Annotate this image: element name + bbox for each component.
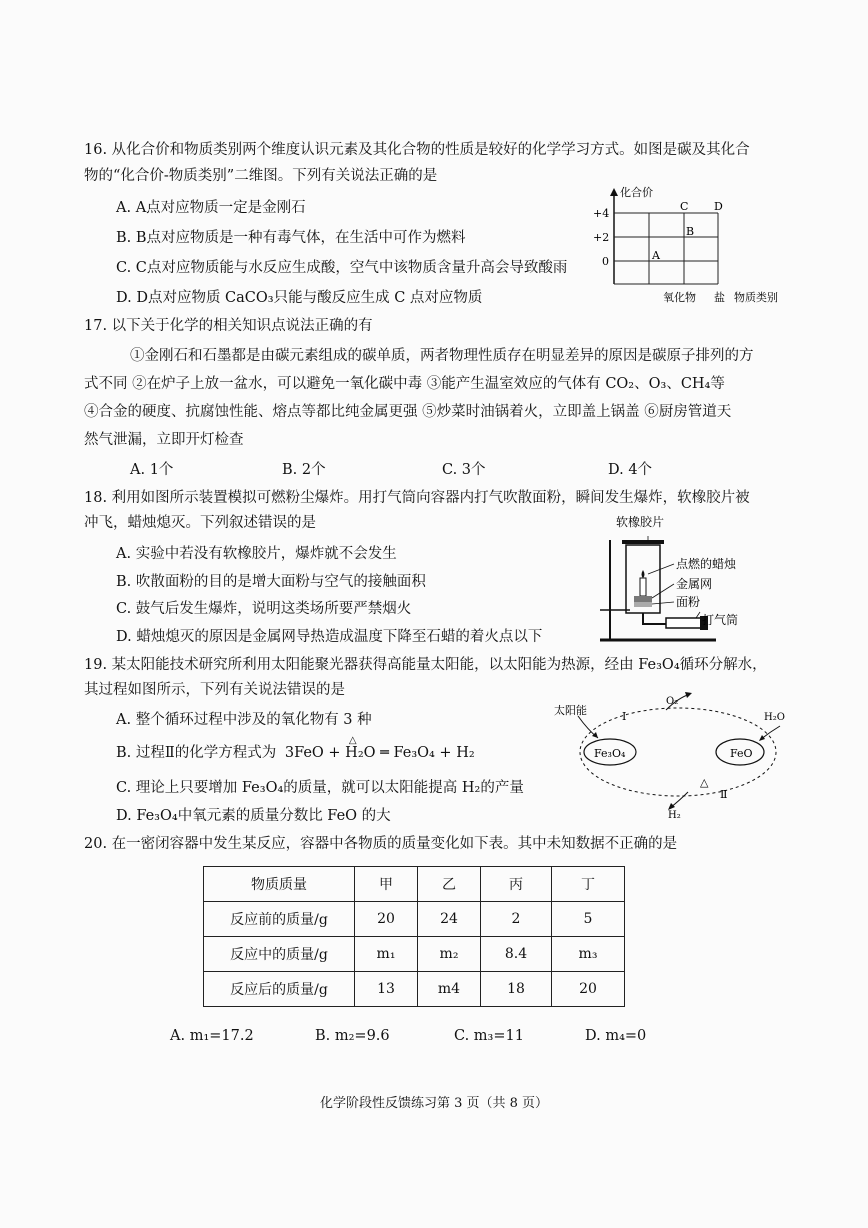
q16-stem-line2: 物的“化合价-物质类别”二维图。下列有关说法正确的是: [84, 168, 438, 184]
q19-stem-line2: 其过程如图所示，下列有关说法错误的是: [84, 682, 345, 698]
q16-stem-line1: 16. 从化合价和物质类别两个维度认识元素及其化合物的性质是较好的化学学习方式。如图是碳及其化合: [84, 142, 750, 158]
q18-option-c: C. 鼓气后发生爆炸，说明这类场所要严禁烟火: [116, 601, 412, 617]
table-cell: m₂: [418, 937, 481, 972]
q19-option-d: D. Fe₃O₄中氧元素的质量分数比 FeO 的大: [116, 808, 391, 824]
q20-option-c: C. m₃=11: [454, 1028, 524, 1044]
table-header-cell: 甲: [355, 867, 418, 902]
y-tick-plus2: +2: [593, 231, 610, 244]
label-pump: 打气筒: [702, 613, 739, 627]
point-a-label: A: [652, 249, 660, 262]
table-row: [204, 972, 625, 1007]
q20-mass-table: [203, 866, 625, 1007]
q19-option-b: [116, 735, 475, 762]
q19-equation-text: 3FeO + H₂O ═ Fe₃O₄ + H₂: [284, 745, 475, 761]
table-cell: m₁: [355, 937, 418, 972]
q17-option-b: B. 2个: [282, 462, 326, 478]
label-solar-energy: 太阳能: [554, 704, 587, 717]
q19-stem-line1: 19. 某太阳能技术研究所利用太阳能聚光器获得高能量太阳能，以太阳能为热源，经由 Fe₃O₄循环分解水，: [84, 657, 767, 673]
q19-cycle-diagram: [548, 690, 798, 820]
table-row: [204, 902, 625, 937]
y-axis-label: 化合价: [620, 186, 653, 199]
q17-option-a: A. 1个: [130, 462, 174, 478]
table-cell: 18: [481, 972, 552, 1007]
table-cell: 反应前的质量/g: [204, 902, 355, 937]
table-cell: 2: [481, 902, 552, 937]
q16-option-b: B. B点对应物质是一种有毒气体，在生活中可作为燃料: [116, 230, 466, 246]
table-cell: m4: [418, 972, 481, 1007]
label-mesh: 金属网: [676, 577, 713, 591]
q19-option-b-text: B. 过程Ⅱ的化学方程式为: [116, 745, 277, 761]
table-cell: 5: [552, 902, 625, 937]
q16-option-d: D. D点对应物质 CaCO₃只能与酸反应生成 C 点对应物质: [116, 290, 483, 306]
table-header-cell: 丙: [481, 867, 552, 902]
label-h2: H₂: [668, 810, 681, 820]
table-cell: m₃: [552, 937, 625, 972]
q18-option-d: D. 蜡烛熄灭的原因是金属网导热造成温度下降至石蜡的着火点以下: [116, 629, 543, 645]
table-cell: 20: [355, 902, 418, 937]
candle: [640, 578, 646, 596]
y-tick-0: 0: [602, 255, 609, 268]
q19-equation: [284, 735, 475, 761]
table-cell: 13: [355, 972, 418, 1007]
q19-option-a: A. 整个循环过程中涉及的氧化物有 3 种: [116, 712, 372, 728]
q16-valence-chart: [590, 180, 790, 305]
page-footer: 化学阶段性反馈练习第 3 页（共 8 页）: [319, 1096, 549, 1111]
q20-option-a: A. m₁=17.2: [170, 1028, 254, 1044]
y-tick-plus4: +4: [593, 207, 610, 220]
q17-stem: 17. 以下关于化学的相关知识点说法正确的有: [84, 318, 373, 334]
label-flour: 面粉: [676, 595, 701, 609]
point-c-label: C: [680, 200, 689, 213]
q17-line2: 式不同 ②在炉子上放一盆水，可以避免一氧化碳中毒 ③能产生温室效应的气体有 CO₂、O₃、CH₄等: [84, 376, 725, 392]
table-header-cell: 物质质量: [204, 867, 355, 902]
q18-stem-line1: 18. 利用如图所示装置模拟可燃粉尘爆炸。用打气筒向容器内打气吹散面粉，瞬间发生爆炸，软橡胶片被: [84, 490, 750, 506]
x-tick-oxide: 氧化物: [663, 291, 696, 304]
q17-line4: 然气泄漏，立即开灯检查: [84, 432, 244, 448]
label-rubber-sheet: 软橡胶片: [616, 515, 665, 529]
q20-option-d: D. m₄=0: [585, 1028, 647, 1044]
y-axis-arrow: [610, 188, 618, 196]
metal-mesh: [634, 596, 652, 602]
q18-apparatus-figure: [596, 512, 776, 647]
x-axis-label: 物质类别: [734, 291, 778, 304]
q19-option-c: C. 理论上只要增加 Fe₃O₄的质量，就可以太阳能提高 H₂的产量: [116, 780, 524, 796]
table-row: [204, 937, 625, 972]
table-header-row: [204, 867, 625, 902]
table-cell: 20: [552, 972, 625, 1007]
point-d-label: D: [714, 200, 723, 213]
q20-option-b: B. m₂=9.6: [315, 1028, 390, 1044]
q17-line3: ④合金的硬度、抗腐蚀性能、熔点等都比纯金属更强 ⑤炒菜时油锅着火，立即盖上锅盖 ⑥厨房管道天: [84, 404, 732, 420]
q17-line1: ①金刚石和石墨都是由碳元素组成的碳单质，两者物理性质存在明显差异的原因是碳原子排列的方: [130, 348, 754, 364]
point-b-label: B: [686, 225, 695, 238]
table-cell: 反应后的质量/g: [204, 972, 355, 1007]
q18-option-a: A. 实验中若没有软橡胶片，爆炸就不会发生: [116, 546, 397, 562]
q18-option-b: B. 吹散面粉的目的是增大面粉与空气的接触面积: [116, 574, 426, 590]
label-o2: O₂: [666, 696, 679, 707]
table-header-cell: 丁: [552, 867, 625, 902]
q17-option-c: C. 3个: [442, 462, 486, 478]
q17-option-d: D. 4个: [608, 462, 653, 478]
table-cell: 24: [418, 902, 481, 937]
label-h2o: H₂O: [764, 712, 785, 723]
label-step-2: Ⅱ: [720, 788, 728, 801]
label-candle: 点燃的蜡烛: [676, 557, 737, 571]
feo-label: FeO: [730, 747, 753, 760]
flour: [634, 602, 652, 607]
q16-option-c: C. C点对应物质能与水反应生成酸，空气中该物质含量升高会导致酸雨: [116, 260, 568, 276]
q20-stem: 20. 在一密闭容器中发生某反应，容器中各物质的质量变化如下表。其中未知数据不正确的是: [84, 836, 678, 852]
air-pump: [666, 618, 702, 628]
table-cell: 8.4: [481, 937, 552, 972]
table-cell: 反应中的质量/g: [204, 937, 355, 972]
table-header-cell: 乙: [418, 867, 481, 902]
label-step-1: Ⅰ: [622, 710, 627, 723]
heat-condition-icon: △: [348, 735, 357, 746]
label-heat: △: [700, 776, 709, 789]
flame-icon: [642, 570, 645, 578]
rubber-sheet: [622, 540, 664, 544]
q16-option-a: A. A点对应物质一定是金刚石: [116, 200, 306, 216]
q18-stem-line2: 冲飞，蜡烛熄灭。下列叙述错误的是: [84, 515, 316, 531]
x-tick-salt: 盐: [714, 291, 725, 304]
fe3o4-label: Fe₃O₄: [594, 747, 626, 760]
